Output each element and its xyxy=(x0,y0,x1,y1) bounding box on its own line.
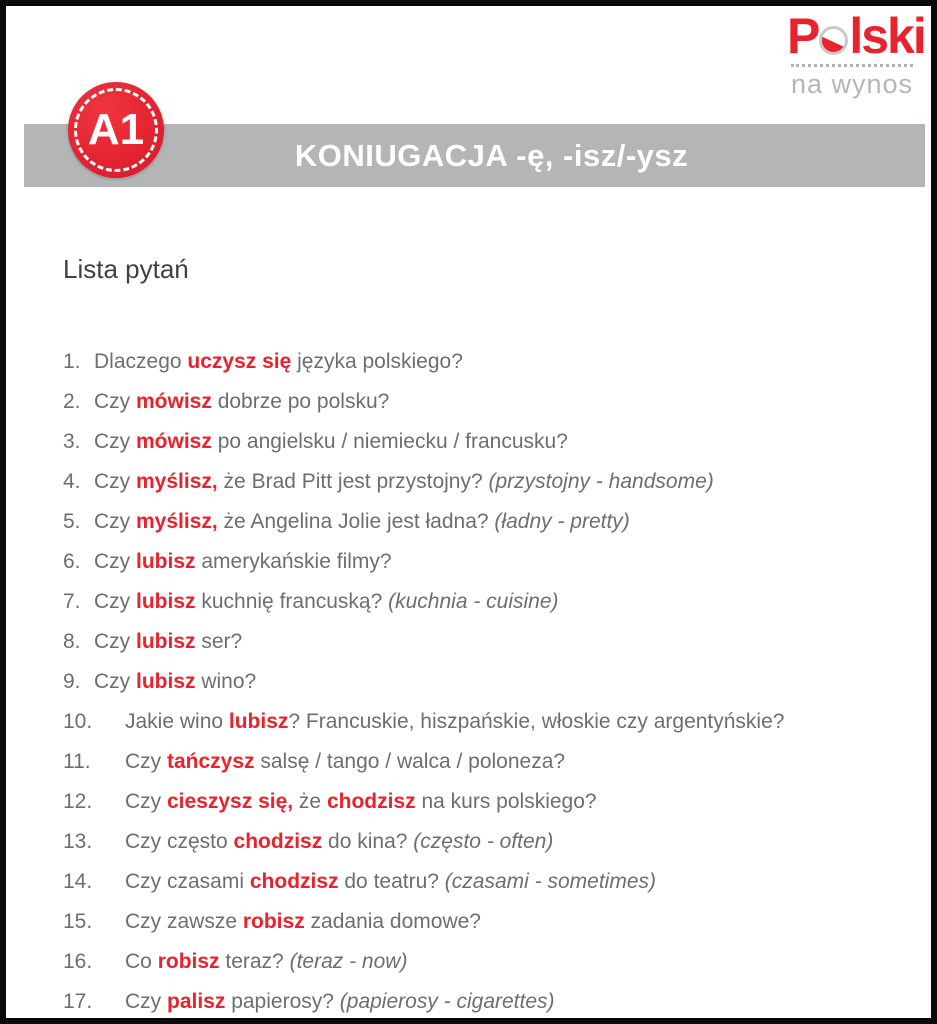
question-row xyxy=(63,742,913,782)
question-segment-normal: Czy xyxy=(125,750,167,773)
brand-logo xyxy=(787,8,925,99)
question-segment-red: lubisz xyxy=(136,590,196,613)
question-segment-normal: że Angelina Jolie jest ładna? xyxy=(217,510,495,533)
question-row xyxy=(63,942,913,982)
question-text xyxy=(125,862,656,902)
question-number: 13. xyxy=(63,830,93,853)
question-segment-normal: amerykańskie filmy? xyxy=(195,550,392,573)
question-number: 2. xyxy=(63,390,81,413)
question-row xyxy=(63,662,913,702)
level-badge-label: A1 xyxy=(87,105,145,154)
question-segment-normal: Jakie wino xyxy=(125,710,229,733)
question-segment-red: palisz xyxy=(167,990,226,1013)
question-row xyxy=(63,542,913,582)
brand-name-suffix: lski xyxy=(849,8,925,64)
question-segment-red: robisz xyxy=(242,910,305,933)
question-text xyxy=(125,782,597,822)
question-number: 9. xyxy=(63,670,81,693)
question-segment-normal: teraz? xyxy=(219,950,290,973)
question-segment-normal: Czy xyxy=(94,390,136,413)
section-heading: Lista pytań xyxy=(63,254,189,284)
question-row xyxy=(63,622,913,662)
logo-dotted-divider xyxy=(791,64,913,67)
question-segment-normal: salsę / tango / walca / poloneza? xyxy=(254,750,566,773)
question-segment-normal: po angielsku / niemiecku / francusku? xyxy=(211,430,568,453)
question-row xyxy=(63,342,913,382)
question-segment-normal: ser? xyxy=(195,630,243,653)
question-text xyxy=(125,742,565,782)
question-segment-normal: Co xyxy=(125,950,158,973)
question-segment-italic: (papierosy - cigarettes) xyxy=(339,990,555,1013)
brand-name xyxy=(787,8,925,64)
question-segment-red: lubisz xyxy=(228,710,289,733)
brand-name-prefix: P xyxy=(787,8,819,64)
question-segment-italic: (przystojny - handsome) xyxy=(488,470,714,493)
question-row xyxy=(63,702,913,742)
question-segment-red: uczysz się xyxy=(187,350,292,373)
question-text xyxy=(94,462,714,502)
question-segment-normal: dobrze po polsku? xyxy=(211,390,390,413)
question-row xyxy=(63,822,913,862)
question-segment-red: myślisz, xyxy=(136,470,218,493)
question-row xyxy=(63,582,913,622)
question-segment-red: robisz xyxy=(157,950,220,973)
brand-tagline: na wynos xyxy=(790,69,914,99)
page-title: KONIUGACJA -ę, -isz/-ysz xyxy=(294,138,689,173)
question-text xyxy=(94,502,630,542)
question-text xyxy=(94,382,389,422)
question-segment-red: tańczysz xyxy=(167,750,255,773)
question-segment-normal: Czy czasami xyxy=(125,870,250,893)
question-text xyxy=(125,702,784,742)
question-segment-normal: do teatru? xyxy=(338,870,445,893)
question-segment-italic: (czasami - sometimes) xyxy=(444,870,656,893)
question-number: 14. xyxy=(63,870,93,893)
question-segment-normal: że Brad Pitt jest przystojny? xyxy=(217,470,489,493)
question-segment-normal: języka polskiego? xyxy=(291,350,463,373)
question-row xyxy=(63,382,913,422)
question-number: 16. xyxy=(63,950,93,973)
level-badge xyxy=(68,82,164,178)
question-segment-normal: na kurs polskiego? xyxy=(415,790,597,813)
question-segment-normal: Czy xyxy=(94,550,136,573)
question-segment-normal: że xyxy=(293,790,327,813)
question-number: 4. xyxy=(63,470,81,493)
question-segment-normal: Czy xyxy=(125,990,167,1013)
question-text xyxy=(125,942,407,982)
question-segment-normal: Czy xyxy=(94,670,136,693)
question-segment-normal: Czy xyxy=(94,470,136,493)
question-segment-normal: Czy często xyxy=(125,830,234,853)
question-text xyxy=(125,982,555,1022)
logo-o-mark-icon xyxy=(819,26,848,55)
question-number: 3. xyxy=(63,430,81,453)
question-segment-red: mówisz xyxy=(136,390,212,413)
question-segment-normal: do kina? xyxy=(322,830,414,853)
question-row xyxy=(63,422,913,462)
question-segment-normal: ? Francuskie, hiszpańskie, włoskie czy argentyńskie? xyxy=(288,710,785,733)
question-segment-italic: (często - often) xyxy=(413,830,554,853)
question-segment-red: myślisz, xyxy=(136,510,218,533)
question-row xyxy=(63,862,913,902)
question-segment-italic: (kuchnia - cuisine) xyxy=(388,590,559,613)
question-segment-normal: kuchnię francuską? xyxy=(195,590,389,613)
question-segment-red: mówisz xyxy=(136,430,212,453)
question-segment-normal: Dlaczego xyxy=(94,350,188,373)
question-row xyxy=(63,502,913,542)
question-segment-red: chodzisz xyxy=(233,830,323,853)
question-row xyxy=(63,902,913,942)
question-number: 17. xyxy=(63,990,93,1013)
question-text xyxy=(94,662,256,702)
question-text xyxy=(125,822,553,862)
question-text xyxy=(94,622,242,662)
question-segment-red: chodzisz xyxy=(326,790,416,813)
question-segment-red: cieszysz się, xyxy=(167,790,294,813)
question-segment-italic: (teraz - now) xyxy=(289,950,408,973)
question-segment-normal: zadania domowe? xyxy=(304,910,481,933)
question-segment-red: lubisz xyxy=(136,670,196,693)
question-list xyxy=(63,342,913,1022)
question-number: 1. xyxy=(63,350,81,373)
question-segment-normal: Czy xyxy=(94,590,136,613)
question-number: 8. xyxy=(63,630,81,653)
question-text xyxy=(94,582,559,622)
question-segment-normal: Czy xyxy=(94,430,136,453)
question-segment-normal: Czy xyxy=(94,630,136,653)
question-segment-normal: wino? xyxy=(195,670,257,693)
question-text xyxy=(94,542,392,582)
question-row xyxy=(63,462,913,502)
question-number: 12. xyxy=(63,790,93,813)
question-segment-red: lubisz xyxy=(136,550,196,573)
question-segment-normal: Czy xyxy=(125,790,167,813)
question-segment-normal: papierosy? xyxy=(225,990,340,1013)
question-row xyxy=(63,782,913,822)
question-number: 15. xyxy=(63,910,93,933)
question-text xyxy=(125,902,481,942)
question-segment-italic: (ładny - pretty) xyxy=(494,510,630,533)
question-number: 10. xyxy=(63,710,93,733)
question-number: 11. xyxy=(63,750,91,773)
question-segment-red: chodzisz xyxy=(249,870,339,893)
question-row xyxy=(63,982,913,1022)
question-number: 5. xyxy=(63,510,81,533)
question-segment-normal: Czy zawsze xyxy=(125,910,243,933)
question-segment-red: lubisz xyxy=(136,630,196,653)
question-number: 6. xyxy=(63,550,81,573)
question-text xyxy=(94,422,568,462)
question-number: 7. xyxy=(63,590,81,613)
question-text xyxy=(94,342,463,382)
question-segment-normal: Czy xyxy=(94,510,136,533)
